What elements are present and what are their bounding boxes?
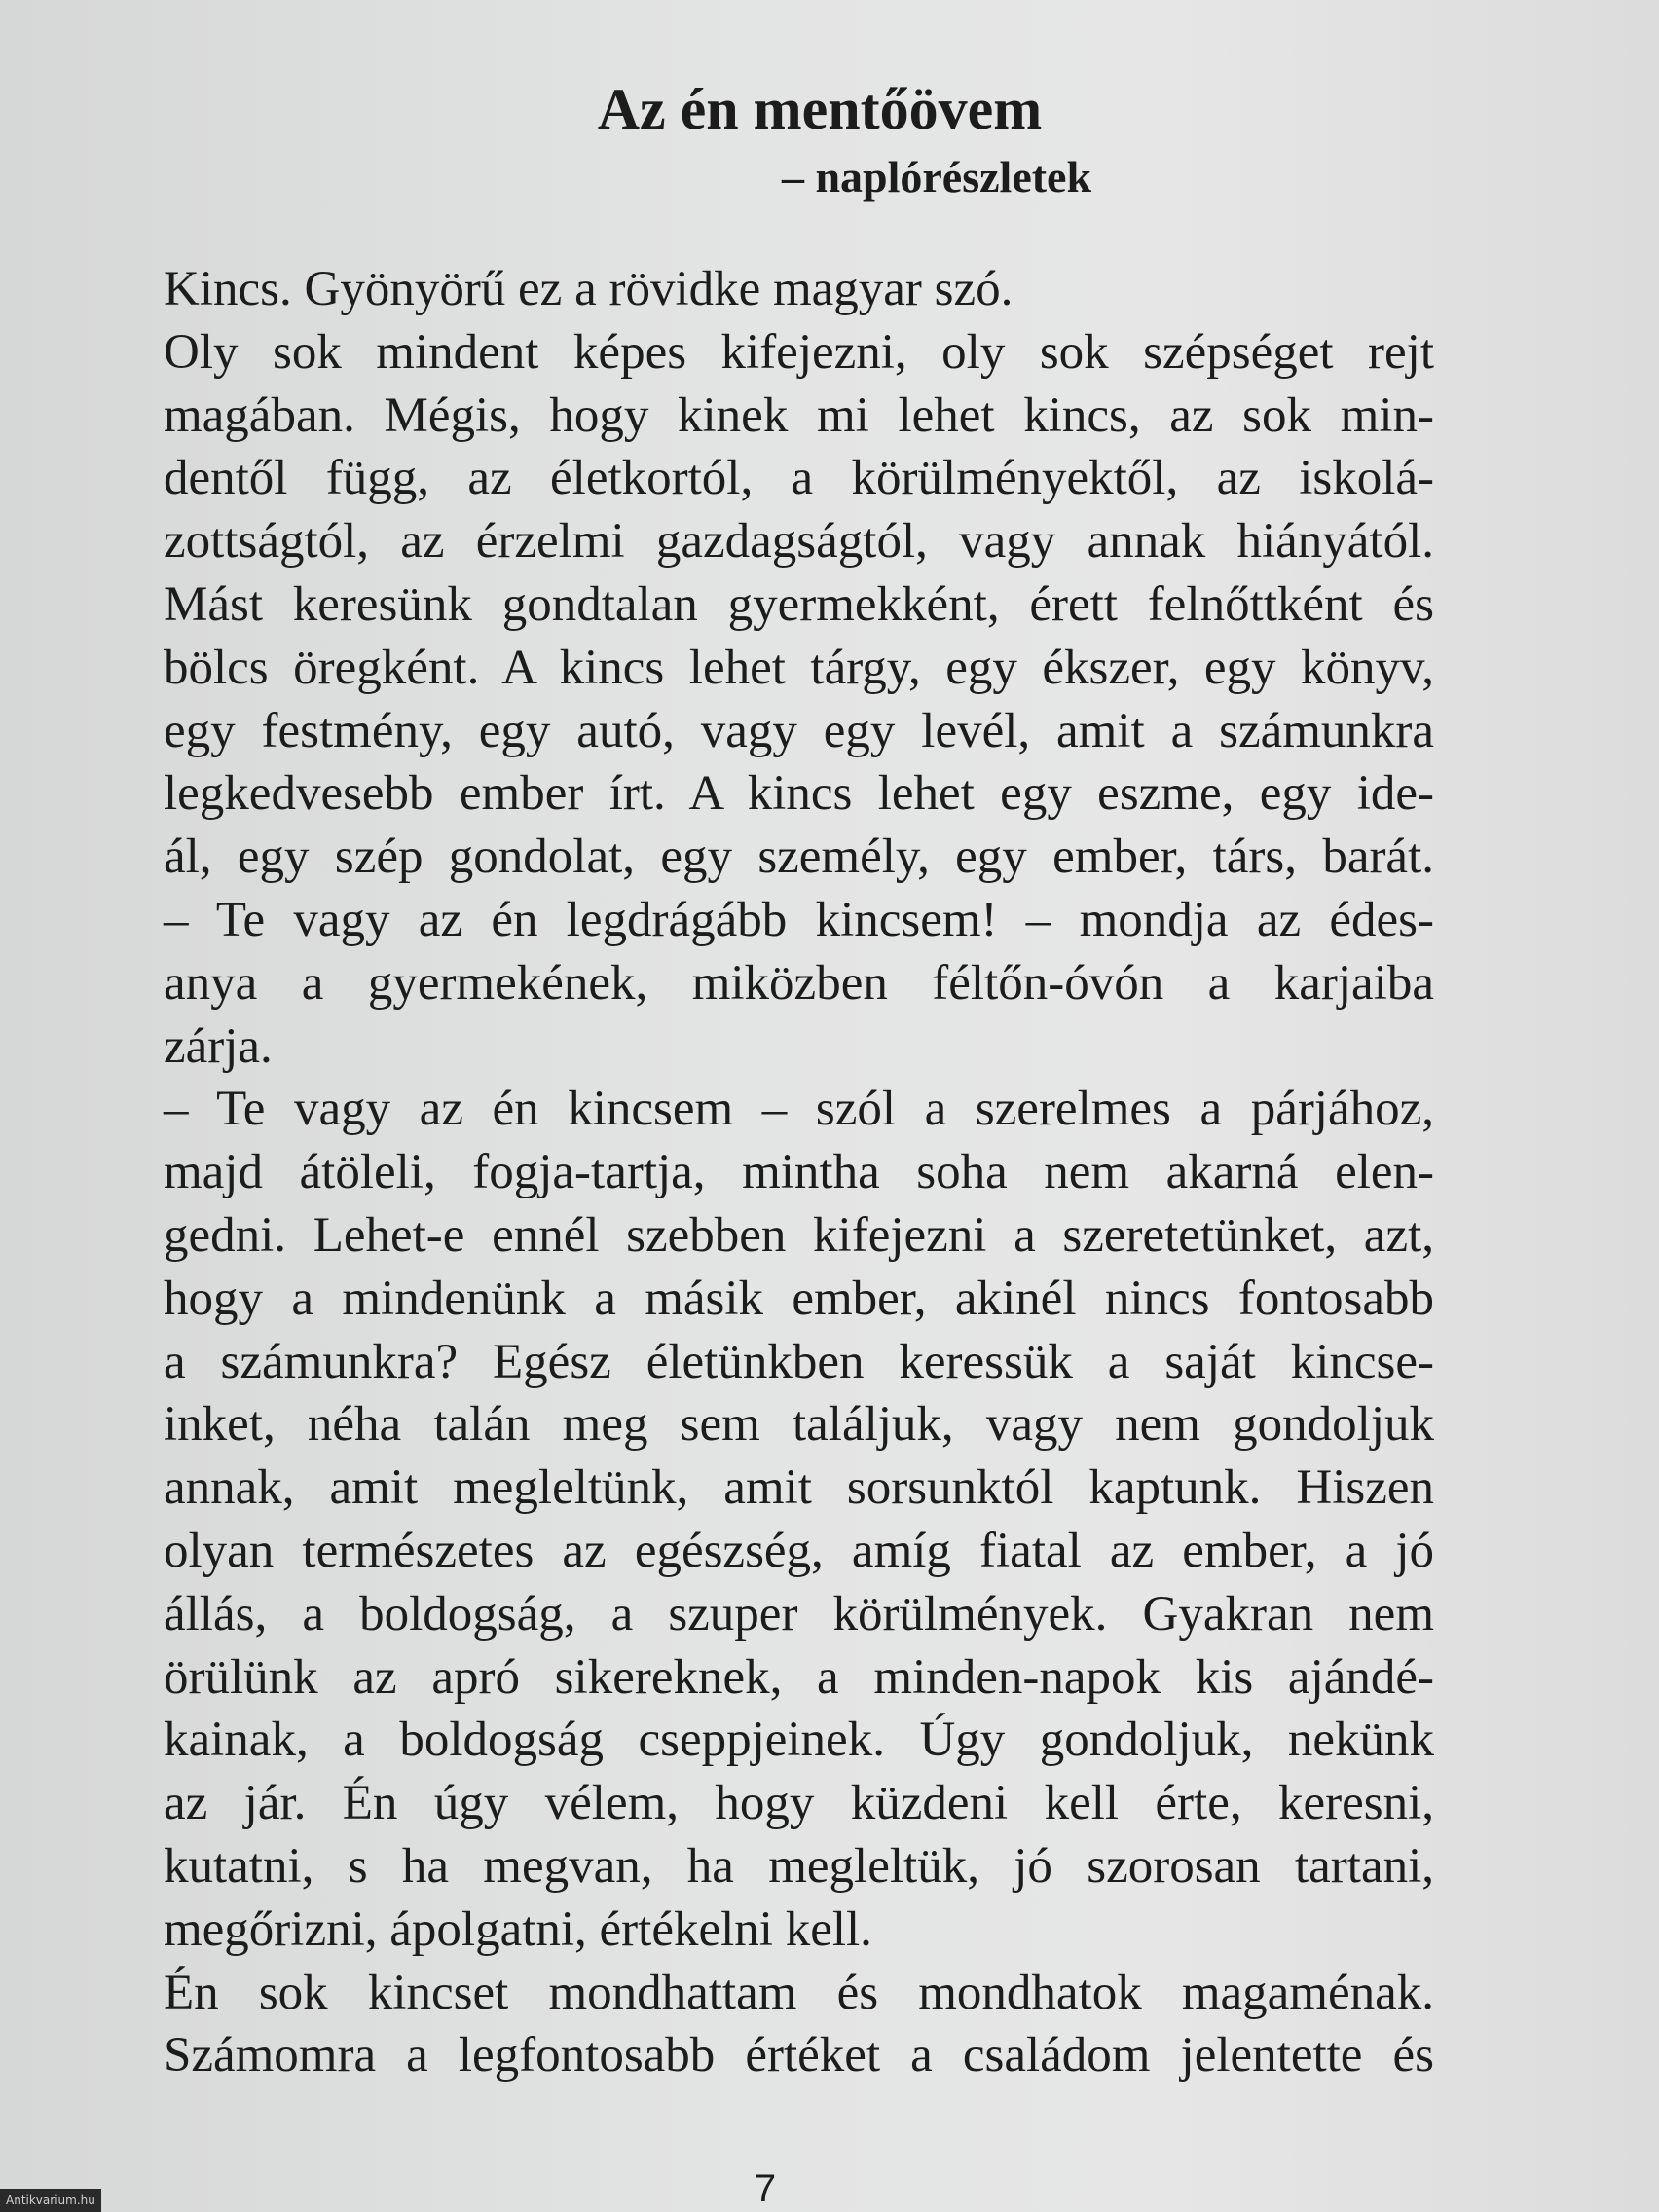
text-line: inket, néha talán meg sem találjuk, vagy nem gondoljuk xyxy=(164,1397,1434,1453)
text-line: állás, a boldogság, a szuper körülmények. Gyakran nem xyxy=(164,1586,1434,1641)
text-line: megőrizni, ápolgatni, értékelni kell. xyxy=(164,1901,872,1957)
text-line: hogy a mindenünk a másik ember, akinél nincs fontosabb xyxy=(164,1271,1434,1326)
text-line: örülünk az apró sikereknek, a minden-napok kis ajándé- xyxy=(164,1649,1434,1705)
text-line: zárja. xyxy=(164,1018,273,1074)
text-line: ál, egy szép gondolat, egy személy, egy ember, társ, barát. xyxy=(164,830,1434,885)
body-text xyxy=(164,258,1434,2087)
page-number: 7 xyxy=(754,2167,777,2210)
text-line: egy festmény, egy autó, vagy egy levél, amit a számunkra xyxy=(164,703,1434,758)
text-line: dentől függ, az életkortól, a körülményektől, az iskolá- xyxy=(164,451,1434,506)
text-line: legkedvesebb ember írt. A kincs lehet egy eszme, egy ide- xyxy=(164,766,1434,822)
text-line: kutatni, s ha megvan, ha megleltük, jó szorosan tartani, xyxy=(164,1838,1434,1894)
text-line: Oly sok mindent képes kifejezni, oly sok szépséget rejt xyxy=(164,324,1434,380)
text-line: magában. Mégis, hogy kinek mi lehet kincs, az sok min- xyxy=(164,387,1434,443)
text-line: Mást keresünk gondtalan gyermekként, érett felnőttként és xyxy=(164,576,1434,632)
text-line: zottságtól, az érzelmi gazdagságtól, vagy annak hiányától. xyxy=(164,514,1434,570)
text-line: – Te vagy az én legdrágább kincsem! – mondja az édes- xyxy=(164,892,1434,947)
text-line: anya a gyermekének, miközben féltőn-óvón a karjaiba xyxy=(164,955,1434,1011)
text-line: annak, amit megleltünk, amit sorsunktól kaptunk. Hiszen xyxy=(164,1460,1434,1516)
text-line: kainak, a boldogság cseppjeinek. Úgy gondoljuk, nekünk xyxy=(164,1713,1434,1768)
page-subtitle: – naplórészletek xyxy=(781,152,1092,202)
page-title: Az én mentőövem xyxy=(597,77,1043,141)
text-line: Kincs. Gyönyörű ez a rövidke magyar szó. xyxy=(164,262,1014,316)
text-line: olyan természetes az egészség, amíg fiatal az ember, a jó xyxy=(164,1523,1434,1578)
text-line: Számomra a legfontosabb értéket a családom jelentette és xyxy=(164,2028,1434,2083)
text-line: – Te vagy az én kincsem – szól a szerelmes a párjához, xyxy=(164,1082,1434,1137)
text-line: bölcs öregként. A kincs lehet tárgy, egy ékszer, egy könyv, xyxy=(164,640,1434,695)
watermark: Antikvarium.hu xyxy=(0,2189,101,2212)
text-line: az jár. Én úgy vélem, hogy küzdeni kell érte, keresni, xyxy=(164,1776,1434,1831)
text-line: a számunkra? Egész életünkben keressük a saját kincse- xyxy=(164,1334,1434,1389)
text-line: Én sok kincset mondhattam és mondhatok magaménak. xyxy=(164,1965,1434,2020)
text-line: majd átöleli, fogja-tartja, mintha soha nem akarná elen- xyxy=(164,1145,1434,1200)
text-line: gedni. Lehet-e ennél szebben kifejezni a szeretetünket, azt, xyxy=(164,1207,1434,1263)
